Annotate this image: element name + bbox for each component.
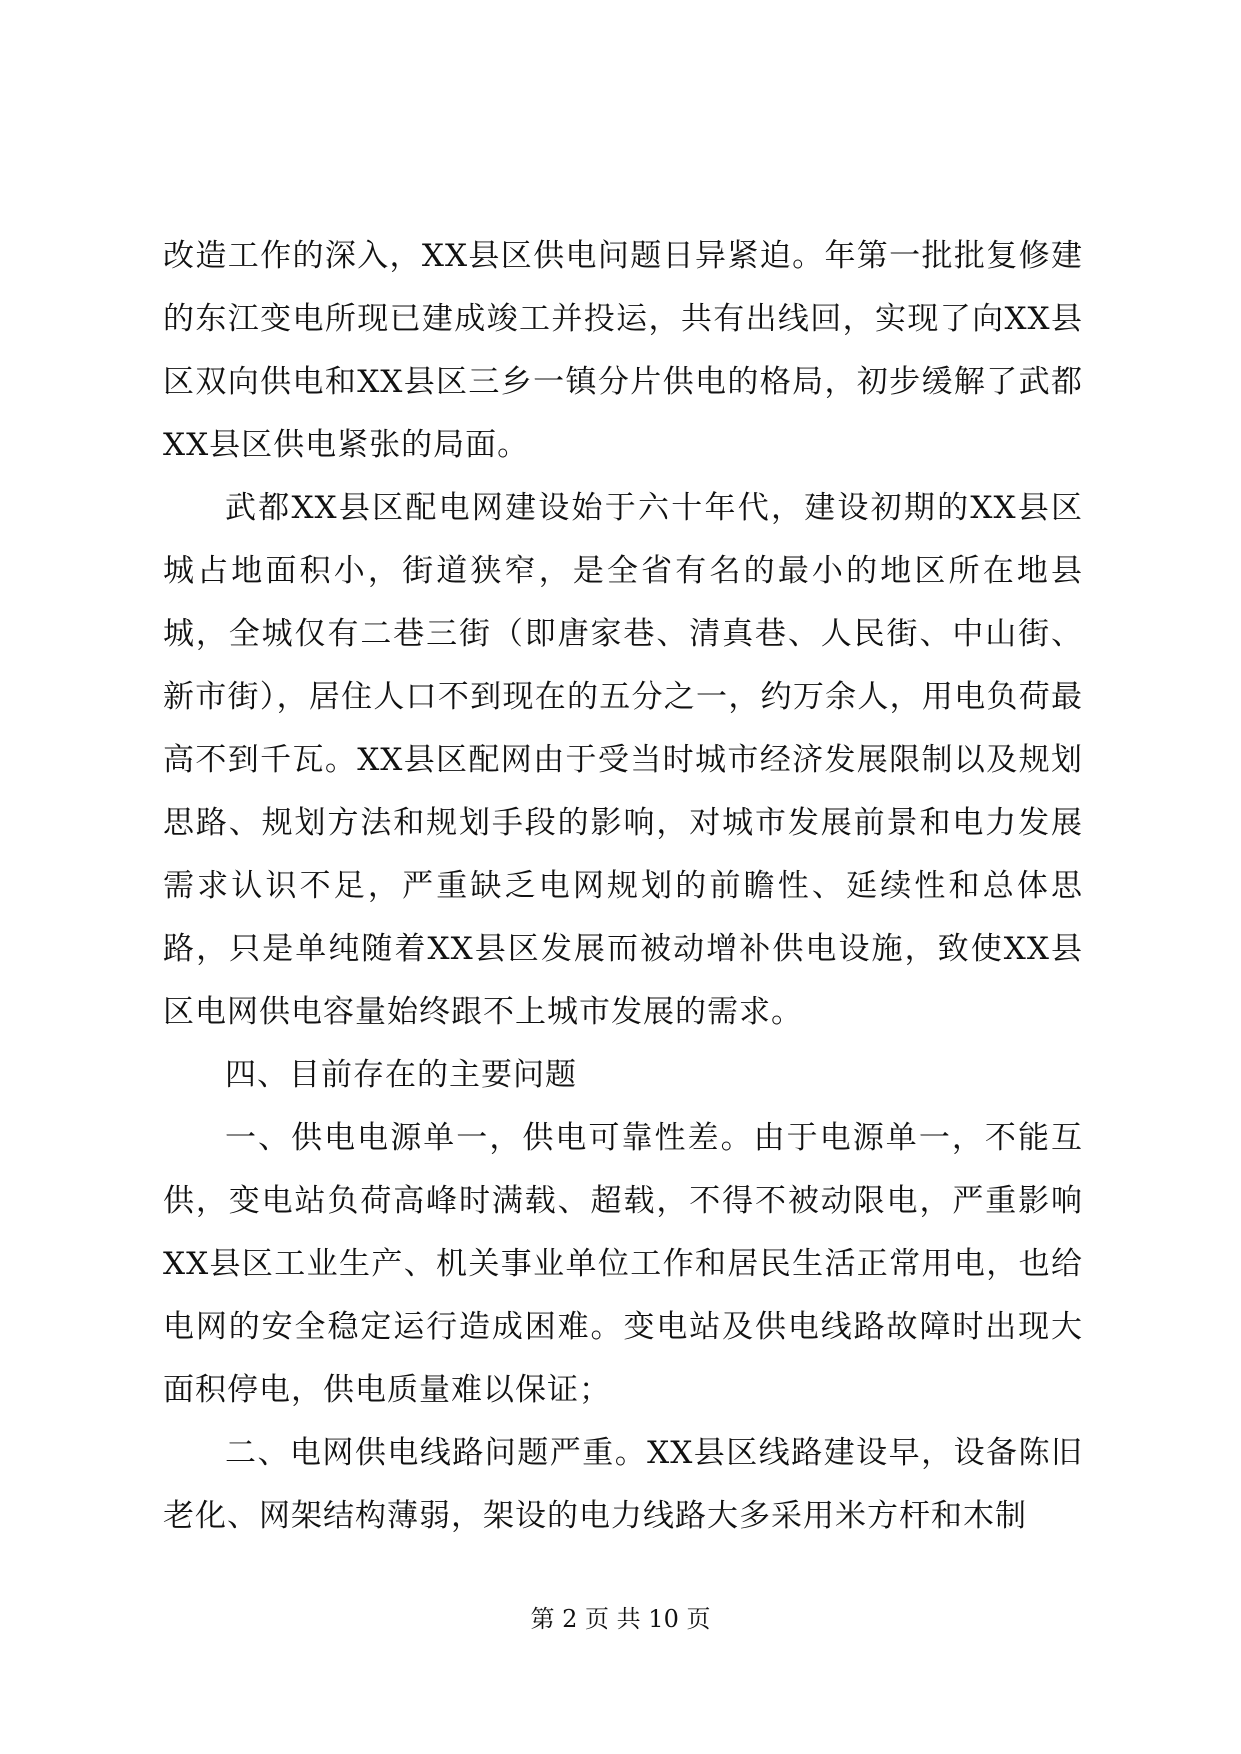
paragraph-3: 一、供电电源单一，供电可靠性差。由于电源单一，不能互供，变电站负荷高峰时满载、超载，不得不被动限电，严重影响XX县区工业生产、机关事业单位工作和居民生活正常用电，也给电网的安全稳定运行造成困难。变电站及供电线路故障时出现大面积停电，供电质量难以保证； [163,1120,1083,1408]
paragraph-4: 二、电网供电线路问题严重。XX县区线路建设早，设备陈旧老化、网架结构薄弱，架设的电力线路大多采用米方杆和木制 [163,1435,1083,1534]
page-number-footer: 第 2 页 共 10 页 [530,1605,711,1633]
paragraph-1: 改造工作的深入，XX县区供电问题日异紧迫。年第一批批复修建的东江变电所现已建成竣工并投运，共有出线回，实现了向XX县区双向供电和XX县区三乡一镇分片供电的格局，初步缓解了武都XX县区供电紧张的局面。 [163,238,1083,463]
section-heading: 四、目前存在的主要问题 [225,1057,577,1093]
paragraph-2: 武都XX县区配电网建设始于六十年代，建设初期的XX县区城占地面积小，街道狭窄，是全省有名的最小的地区所在地县城，全城仅有二巷三街（即唐家巷、清真巷、人民街、中山街、新市街），居住人口不到现在的五分之一，约万余人，用电负荷最高不到千瓦。XX县区配网由于受当时城市经济发展限制以及规划思路、规划方法和规划手段的影响，对城市发展前景和电力发展需求认识不足，严重缺乏电网规划的前瞻性、延续性和总体思路，只是单纯随着XX县区发展而被动增补供电设施，致使XX县区电网供电容量始终跟不上城市发展的需求。 [163,490,1083,1030]
document-body [163,225,1083,1548]
